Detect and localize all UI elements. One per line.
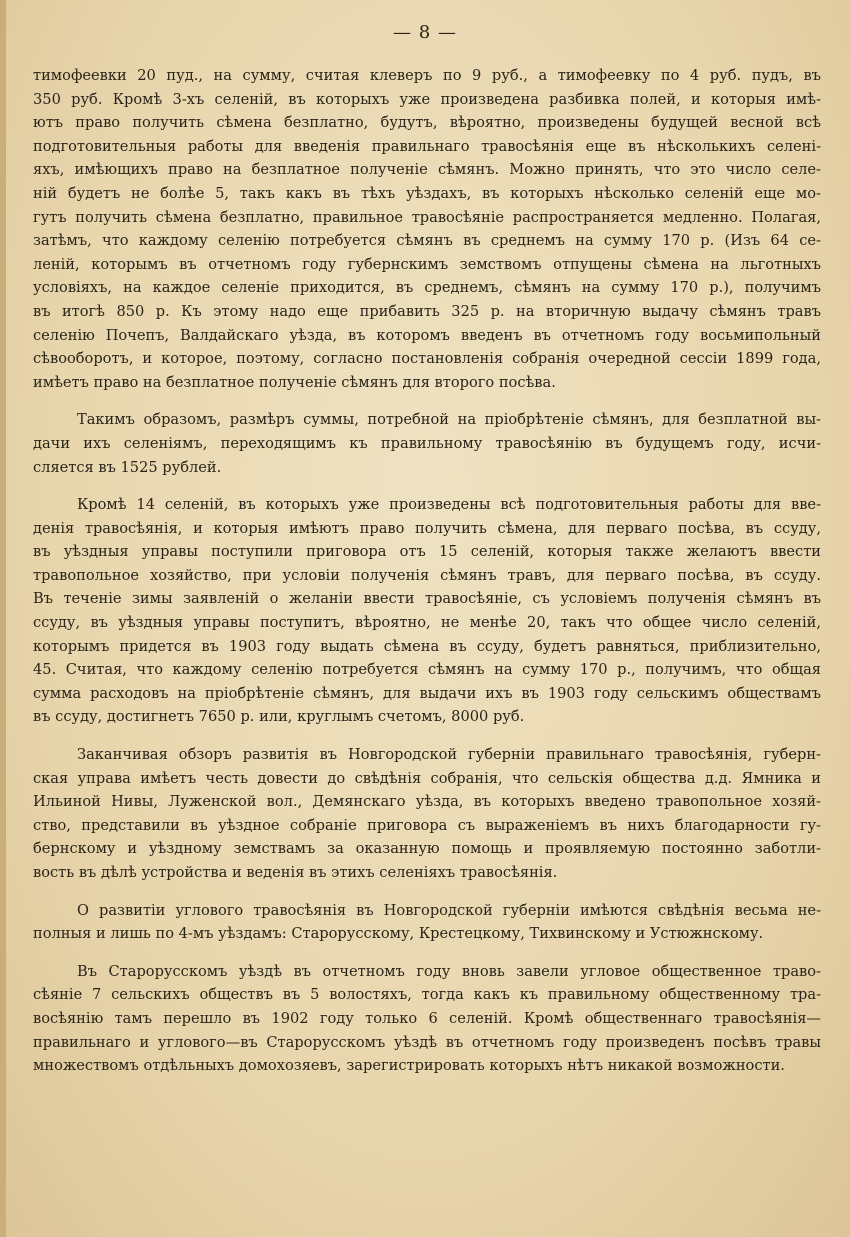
paragraph-gap <box>33 479 821 493</box>
text-line: сѣвооборотъ, и которое, поэтому, согласно постановленія собранія очередной сессіи 1899 года, <box>33 350 821 368</box>
text-line: сѣяніе 7 сельскихъ обществъ въ 5 волостяхъ, тогда какъ къ правильному общественному тра- <box>33 986 821 1004</box>
document-body <box>33 64 821 1078</box>
text-line: восѣянію тамъ перешло въ 1902 году только 6 селеній. Кромѣ общественнаго травосѣянія— <box>33 1009 821 1027</box>
paragraph-gap <box>33 729 821 743</box>
text-line: которымъ придется въ 1903 году выдать сѣмена въ ссуду, будетъ равняться, приблизительно, <box>33 637 821 655</box>
text-line: Заканчивая обзоръ развитія въ Новгородской губерніи правильнаго травосѣянія, губерн- <box>77 746 821 764</box>
text-line: денія травосѣянія, и которыя имѣютъ право получить сѣмена, для перваго посѣва, въ ссуду, <box>33 519 821 537</box>
text-line: ссуду, въ уѣздныя управы поступитъ, вѣроятно, не менѣе 20, такъ что общее число селеній, <box>33 614 821 632</box>
paragraph <box>33 743 821 885</box>
paragraph <box>33 493 821 729</box>
text-line: гутъ получить сѣмена безплатно, правильное травосѣяніе распространяется медленно. Полагая, <box>33 208 821 226</box>
text-line: множествомъ отдѣльныхъ домохозяевъ, зарегистрировать которыхъ нѣтъ никакой возможности. <box>33 1057 785 1075</box>
text-line: сумма расходовъ на пріобрѣтеніе сѣмянъ, для выдачи ихъ въ 1903 году сельскимъ обществамъ <box>33 684 821 702</box>
text-line: правильнаго и углового—въ Старорусскомъ уѣздѣ въ отчетномъ году произведенъ посѣвъ травы <box>33 1033 821 1051</box>
text-line: вость въ дѣлѣ устройства и веденія въ этихъ селеніяхъ травосѣянія. <box>33 864 558 881</box>
text-line: полныя и лишь по 4-мъ уѣздамъ: Старорусскому, Крестецкому, Тихвинскому и Устюжнскому. <box>33 925 764 943</box>
text-line: ютъ право получить сѣмена безплатно, будутъ, вѣроятно, произведены будущей весной всѣ <box>33 114 821 132</box>
page-number: — 8 — <box>393 22 457 43</box>
paragraph <box>33 960 821 1078</box>
text-line: въ уѣздныя управы поступили приговора отъ 15 селеній, которыя также желаютъ ввести <box>33 543 821 561</box>
text-line: сляется въ 1525 рублей. <box>33 458 222 476</box>
text-line: леній, которымъ въ отчетномъ году губернскимъ земствомъ отпущены сѣмена на льготныхъ <box>33 255 821 273</box>
text-line: тимофеевки 20 пуд., на сумму, считая клеверъ по 9 руб., а тимофеевку по 4 руб. пудъ, въ <box>33 67 821 84</box>
text-line: ство, представили въ уѣздное собраніе приговора съ выраженіемъ въ нихъ благодарности гу- <box>33 816 821 834</box>
paragraph <box>33 899 821 946</box>
paragraph-gap <box>33 946 821 960</box>
text-line: ская управа имѣетъ честь довести до свѣдѣнія собранія, что сельскія общества д.д. Ямника и <box>33 769 821 787</box>
paragraph <box>33 408 821 479</box>
text-line: въ ссуду, достигнетъ 7650 р. или, круглымъ счетомъ, 8000 руб. <box>33 708 525 726</box>
text-line: затѣмъ, что каждому селенію потребуется сѣмянъ въ среднемъ на сумму 170 р. (Изъ 64 се- <box>33 232 821 250</box>
text-line: травопольное хозяйство, при условіи полученія сѣмянъ травъ, для перваго посѣва, въ ссуду. <box>33 566 821 584</box>
text-line: бернскому и уѣздному земствамъ за оказанную помощь и проявляемую постоянно заботли- <box>33 840 821 858</box>
text-line: Въ Старорусскомъ уѣздѣ въ отчетномъ году вновь завели угловое общественное траво- <box>77 962 821 980</box>
text-line: условіяхъ, на каждое селеніе приходится, въ среднемъ, сѣмянъ на сумму 170 р.), получимъ <box>33 279 821 297</box>
text-line: въ итогѣ 850 р. Къ этому надо еще прибавить 325 р. на вторичную выдачу сѣмянъ травъ <box>33 302 821 320</box>
page-edge <box>0 0 6 1237</box>
text-line: имѣетъ право на безплатное полученіе сѣмянъ для второго посѣва. <box>33 373 556 391</box>
text-line: Ильиной Нивы, Луженской вол., Демянскаго уѣзда, въ которыхъ введено травопольное хозяй- <box>33 793 821 811</box>
text-line: ній будетъ не болѣе 5, такъ какъ въ тѣхъ уѣздахъ, въ которыхъ нѣсколько селеній еще мо- <box>33 184 821 202</box>
text-line: Въ теченіе зимы заявленій о желаніи ввести травосѣяніе, съ условіемъ полученія сѣмянъ въ <box>33 590 821 608</box>
text-line: Такимъ образомъ, размѣръ суммы, потребной на пріобрѣтеніе сѣмянъ, для безплатной вы- <box>77 411 821 429</box>
text-line: О развитіи углового травосѣянія въ Новгородской губерніи имѣются свѣдѣнія весьма не- <box>77 901 821 919</box>
text-line: дачи ихъ селеніямъ, переходящимъ къ правильному травосѣянію въ будущемъ году, исчи- <box>33 434 821 452</box>
text-line: яхъ, имѣющихъ право на безплатное полученіе сѣмянъ. Можно принять, что это число селе- <box>33 161 821 179</box>
text-line: Кромѣ 14 селеній, въ которыхъ уже произведены всѣ подготовительныя работы для вве- <box>77 496 821 514</box>
text-line: подготовительныя работы для введенія правильнаго травосѣянія еще въ нѣсколькихъ селені- <box>33 137 821 155</box>
text-line: селенію Почепъ, Валдайскаго уѣзда, въ которомъ введенъ въ отчетномъ году восьмипольный <box>33 326 821 344</box>
paragraph-gap <box>33 394 821 408</box>
text-line: 350 руб. Кромѣ 3-хъ селеній, въ которыхъ уже произведена разбивка полей, и которыя имѣ- <box>33 90 821 108</box>
paragraph <box>33 64 821 394</box>
paragraph-gap <box>33 885 821 899</box>
text-line: 45. Считая, что каждому селенію потребуется сѣмянъ на сумму 170 р., получимъ, что общая <box>33 661 821 679</box>
